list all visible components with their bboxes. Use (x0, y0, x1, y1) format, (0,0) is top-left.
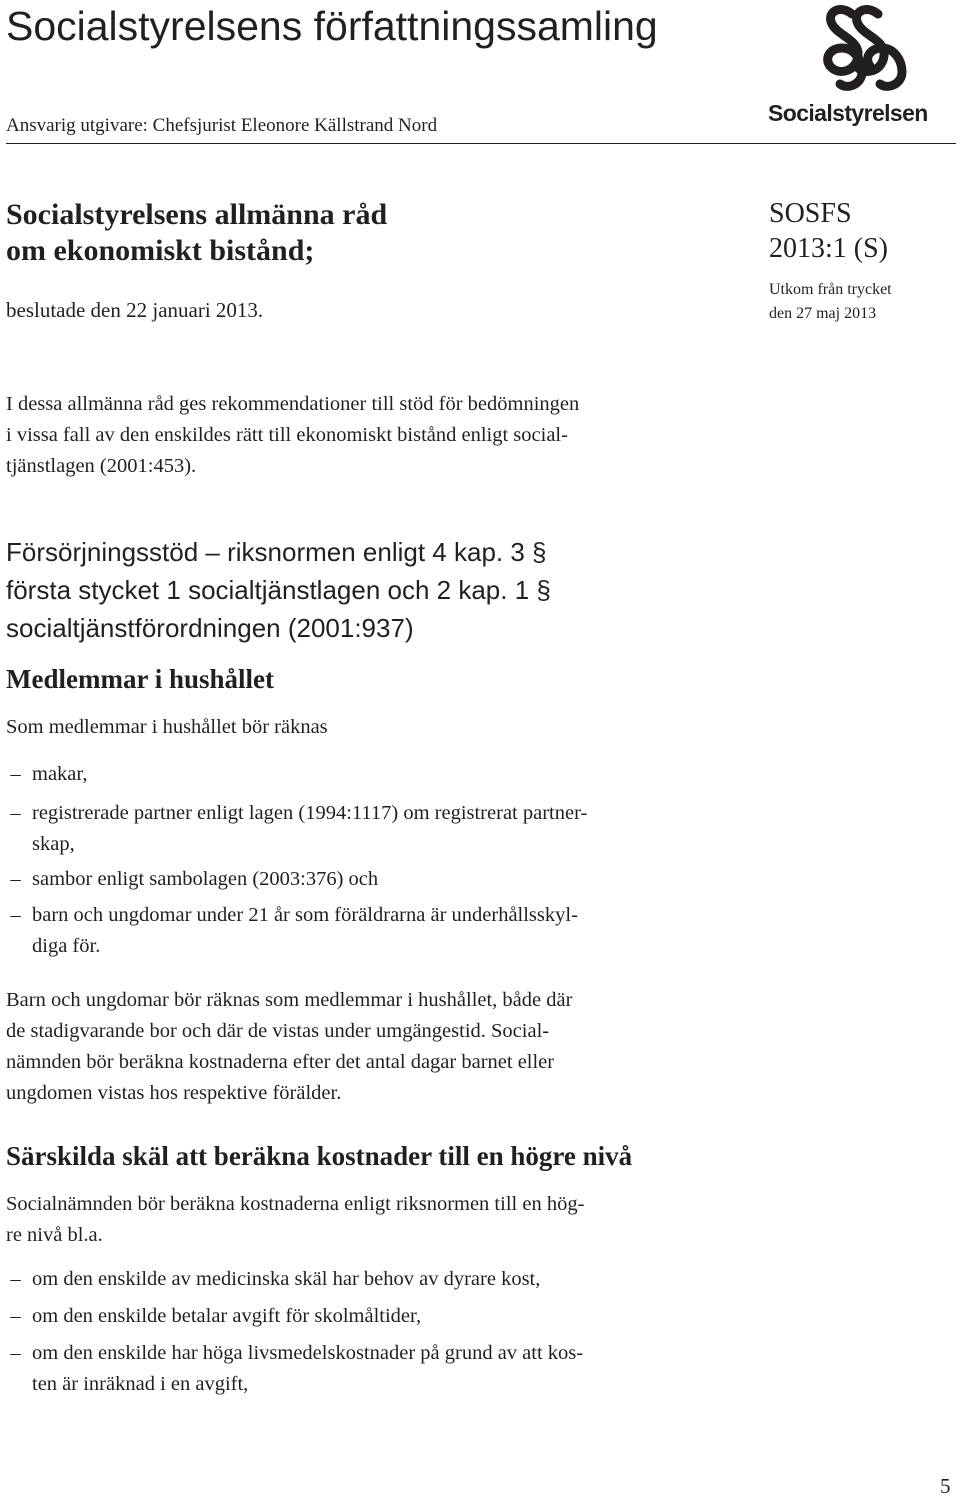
publication-note-line: Utkom från trycket (769, 281, 892, 298)
list-item (6, 759, 766, 790)
socialstyrelsen-logo (768, 2, 948, 130)
members-list (6, 759, 766, 962)
socialstyrelsen-emblem-icon (818, 2, 908, 94)
list-item (6, 864, 766, 895)
publication-note-line: den 27 maj 2013 (769, 305, 877, 322)
list-item-line: makar, (32, 763, 88, 785)
members-lead: Som medlemmar i hushållet bör räknas (6, 716, 328, 738)
sosfs-number (769, 196, 888, 266)
list-item-line: om den enskilde betalar avgift för skolmåltider, (32, 1305, 422, 1327)
collection-title: Socialstyrelsens författningssamling (6, 3, 658, 49)
document-title-line: Socialstyrelsens allmänna råd (6, 198, 388, 231)
reasons-heading: Särskilda skäl att beräkna kostnader till en högre nivå (6, 1141, 633, 1171)
list-item (6, 1264, 766, 1295)
publisher-line: Ansvarig utgivare: Chefsjurist Eleonore Källstrand Nord (6, 115, 438, 136)
list-item (6, 1301, 766, 1332)
list-item-line: sambor enligt sambolagen (2003:376) och (32, 868, 379, 890)
list-item-line: barn och ungdomar under 21 år som föräldrarna är underhållsskyl- (32, 904, 578, 926)
dash-bullet: – (10, 868, 21, 890)
section-heading (6, 533, 551, 647)
list-item (6, 1338, 766, 1400)
paragraph-line: I dessa allmänna råd ges rekommendationer till stöd för bedömningen (6, 393, 580, 415)
decision-date: beslutade den 22 januari 2013. (6, 298, 264, 322)
paragraph-line: nämnden bör beräkna kostnaderna efter det antal dagar barnet eller (6, 1051, 555, 1073)
list-item-line: diga för. (32, 935, 101, 957)
list-item (6, 900, 766, 962)
intro-paragraph (6, 389, 746, 482)
reasons-lead (6, 1189, 746, 1251)
sosfs-label: SOSFS (769, 198, 852, 229)
document-title (6, 197, 387, 269)
list-item-line: om den enskilde har höga livsmedelskostnader på grund av att kos- (32, 1342, 584, 1364)
dash-bullet: – (10, 802, 21, 824)
children-paragraph (6, 985, 746, 1109)
paragraph-line: ungdomen vistas hos respektive förälder. (6, 1082, 342, 1104)
paragraph-line: tjänstlagen (2001:453). (6, 455, 197, 477)
list-item (6, 798, 766, 860)
dash-bullet: – (10, 1305, 21, 1327)
list-item-line: om den enskilde av medicinska skäl har behov av dyrare kost, (32, 1268, 541, 1290)
list-item-line: ten är inräknad i en avgift, (32, 1373, 249, 1395)
list-item-line: registrerade partner enligt lagen (1994:1117) om registrerat partner- (32, 802, 588, 824)
reasons-list (6, 1264, 766, 1400)
paragraph-line: re nivå bl.a. (6, 1224, 103, 1246)
paragraph-line: de stadigvarande bor och där de vistas under umgängestid. Social- (6, 1020, 550, 1042)
header-divider (6, 143, 956, 144)
section-heading-line: socialtjänstförordningen (2001:937) (6, 613, 414, 643)
dash-bullet: – (10, 1268, 21, 1290)
list-item-line: skap, (32, 833, 75, 855)
dash-bullet: – (10, 1342, 21, 1364)
sosfs-code: 2013:1 (S) (769, 233, 888, 264)
document-title-line: om ekonomiskt bistånd; (6, 234, 315, 267)
paragraph-line: i vissa fall av den enskildes rätt till ekonomiskt bistånd enligt social- (6, 424, 568, 446)
logo-wordmark: Socialstyrelsen (768, 100, 928, 126)
page-number: 5 (940, 1474, 951, 1498)
dash-bullet: – (10, 904, 21, 926)
paragraph-line: Barn och ungdomar bör räknas som medlemmar i hushållet, både där (6, 989, 573, 1011)
publication-note (769, 278, 892, 326)
paragraph-line: Socialnämnden bör beräkna kostnaderna enligt riksnormen till en hög- (6, 1193, 585, 1215)
section-heading-line: Försörjningsstöd – riksnormen enligt 4 kap. 3 § (6, 537, 547, 567)
members-heading: Medlemmar i hushållet (6, 664, 274, 694)
section-heading-line: första stycket 1 socialtjänstlagen och 2 kap. 1 § (6, 575, 551, 605)
dash-bullet: – (10, 763, 21, 785)
